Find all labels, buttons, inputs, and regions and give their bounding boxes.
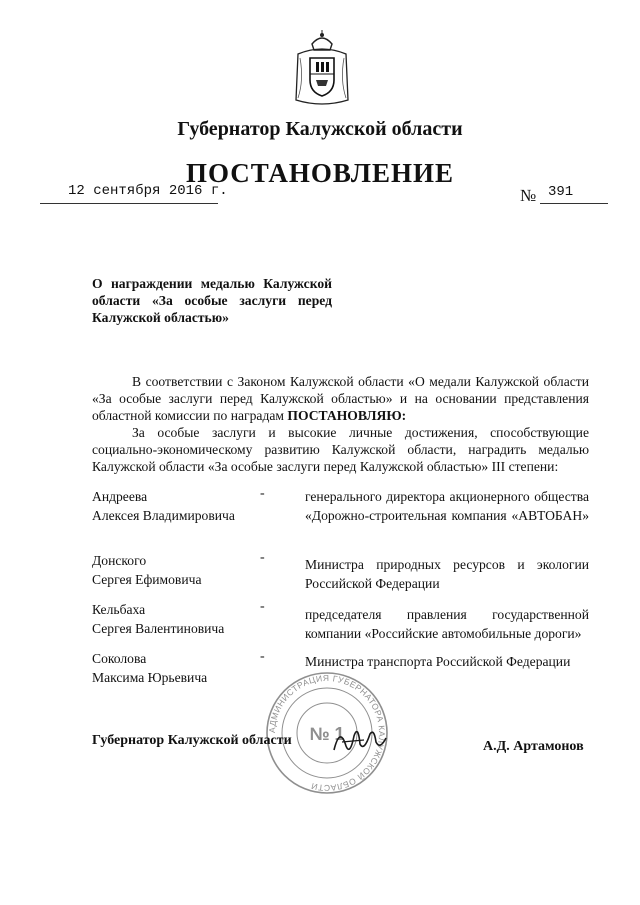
document-type-title: ПОСТАНОВЛЕНИЕ — [185, 158, 455, 188]
signatory-name: А.Д. Артамонов — [483, 739, 584, 754]
preamble-text: В соответствии с Законом Калужской области «О медали Калужской области «За особые заслуги перед Калужской областью» и на основании представления областной комиссии по наградам — [92, 374, 589, 423]
preamble-paragraph — [92, 373, 589, 424]
awardee-surname: Кельбаха — [92, 602, 146, 617]
awardee-name — [92, 649, 207, 687]
awardee-dash: - — [260, 599, 265, 614]
awardee-position: Министра природных ресурсов и экологии Российской Федерации — [305, 557, 589, 591]
awardee-name — [92, 600, 224, 638]
award-paragraph — [92, 424, 589, 475]
awardee-given-names: Алексея Владимировича — [92, 508, 235, 523]
coat-of-arms-emblem — [290, 30, 354, 110]
awardee-surname: Донского — [92, 553, 147, 568]
awardee-given-names: Сергея Ефимовича — [92, 572, 202, 587]
awardee-dash: - — [260, 550, 265, 565]
awardee-given-names: Сергея Валентиновича — [92, 621, 225, 636]
awardee-name — [92, 487, 235, 525]
handwritten-signature — [330, 720, 390, 760]
award-text: За особые заслуги и высокие личные достижения, способствующие социально-экономическому развитию Калужской области, наградить медалью Калужской области «За особые заслуги перед Калужской областью» III степени: — [92, 425, 589, 474]
awardee-position: Министра транспорта Российской Федерации — [305, 654, 571, 669]
awardee-given-names: Максима Юрьевича — [92, 670, 208, 685]
date-underline — [40, 203, 218, 204]
awardee-surname: Андреева — [92, 489, 148, 504]
signatory-title: Губернатор Калужской области — [92, 733, 292, 748]
document-date: 12 сентября 2016 г. — [68, 183, 228, 199]
number-sign: № — [520, 186, 537, 205]
awardee-name — [92, 551, 202, 589]
organization-title: Губернатор Калужской области — [177, 118, 463, 140]
awardee-position: генерального директора акционерного общества «Дорожно-строительная компания «АВТОБАН» — [305, 489, 589, 523]
document-number: 391 — [548, 184, 574, 200]
awardee-surname: Соколова — [92, 651, 147, 666]
awardee-dash: - — [260, 486, 265, 501]
awardee-position: председателя правления государственной компании «Российские автомобильные дороги» — [305, 607, 589, 641]
number-underline — [540, 203, 608, 204]
document-subject: О награждении медалью Калужской области «За особые заслуги перед Калужской областью» — [92, 276, 332, 325]
resolution-keyword: ПОСТАНОВЛЯЮ: — [287, 408, 407, 423]
seal-text: АДМИНИСТРАЦИЯ ГУБЕРНАТОРА КАЛУЖСКОЙ ОБЛАСТИ — [266, 672, 388, 794]
seal-number: № 1 — [309, 724, 345, 744]
awardee-dash: - — [260, 649, 265, 664]
